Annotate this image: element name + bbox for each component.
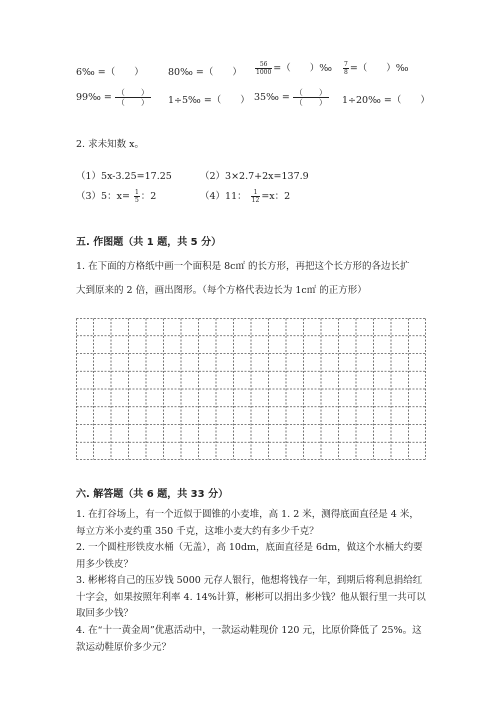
fraction: $\frac{1}{5}$ [134,189,139,204]
calc-item-8: 1÷20‰ =（ ） [342,95,430,106]
calc-item-4: $\frac{7}{8}$ =（ ）‰ [344,61,409,76]
calc-item-2: 80‰ =（ ） [168,67,242,78]
equation-1: （1）5x-3.25=17.25 [76,171,172,182]
fraction: $\frac{56}{1000}$ [256,61,272,76]
calc-item-7: 35‰ = $\frac{( )}{( )}$ [254,88,327,107]
equation-4: （4）11： $\frac{1}{12}$ =x：2 [200,189,291,204]
equation-2: （2）3×2.7+2x=137.9 [200,171,309,182]
problem-2: 2. 一个圆柱形铁皮水桶（无盖），高 10dm，底面直径是 6dm，做这个水桶大约要用多少铁皮？ [76,542,423,570]
calc-item-5: 99‰ = $\frac{( )}{( )}$ [76,88,149,107]
blank-fraction: $\frac{( )}{( )}$ [294,88,327,107]
drawing-question-line-1: 1. 在下面的方格纸中画一个面积是 8c㎡ 的长方形，再把这个长方形的各边长扩 [76,261,410,272]
graph-paper-grid [76,318,426,460]
equation-3: （3）5：x= $\frac{1}{5}$ ：2 [76,189,157,204]
problem-4: 4. 在“十一黄金周”优惠活动中，一款运动鞋现价 120 元，比原价降低了 25%。这款运动鞋原价多少元？ [76,625,422,653]
calc-item-1: 6‰ =（ ） [76,67,144,78]
calc-item-6: 1÷5‰ =（ ） [168,95,250,106]
calc-item-3: $\frac{56}{1000}$ =（ ）‰ [256,61,332,76]
section-6-heading: 六. 解答题（共 6 题，共 33 分） [76,489,229,500]
question-2-title: 2. 求未知数 x。 [76,139,144,150]
problem-3: 3. 彬彬将自己的压岁钱 5000 元存人银行，他想将钱存一年，到期后将利息捐给红十字会，如果按照年利率 4. 14%计算，彬彬可以捐出多少钱？他从银行里一共可以取回多少钱？ [76,575,426,619]
fraction: $\frac{1}{12}$ [251,189,260,204]
drawing-question-line-2: 大到原来的 2 倍，画出图形。（每个方格代表边长为 1c㎡ 的正方形） [76,285,367,296]
fraction: $\frac{7}{8}$ [344,61,348,76]
problem-1: 1. 在打谷场上，有一个近似于圆锥的小麦堆，高 1. 2 米，测得底面直径是 4 米，每立方米小麦约重 350 千克，这堆小麦大约有多少千克？ [76,509,419,537]
section-5-heading: 五. 作图题（共 1 题，共 5 分） [76,237,222,248]
blank-fraction: $\frac{( )}{( )}$ [116,88,149,107]
